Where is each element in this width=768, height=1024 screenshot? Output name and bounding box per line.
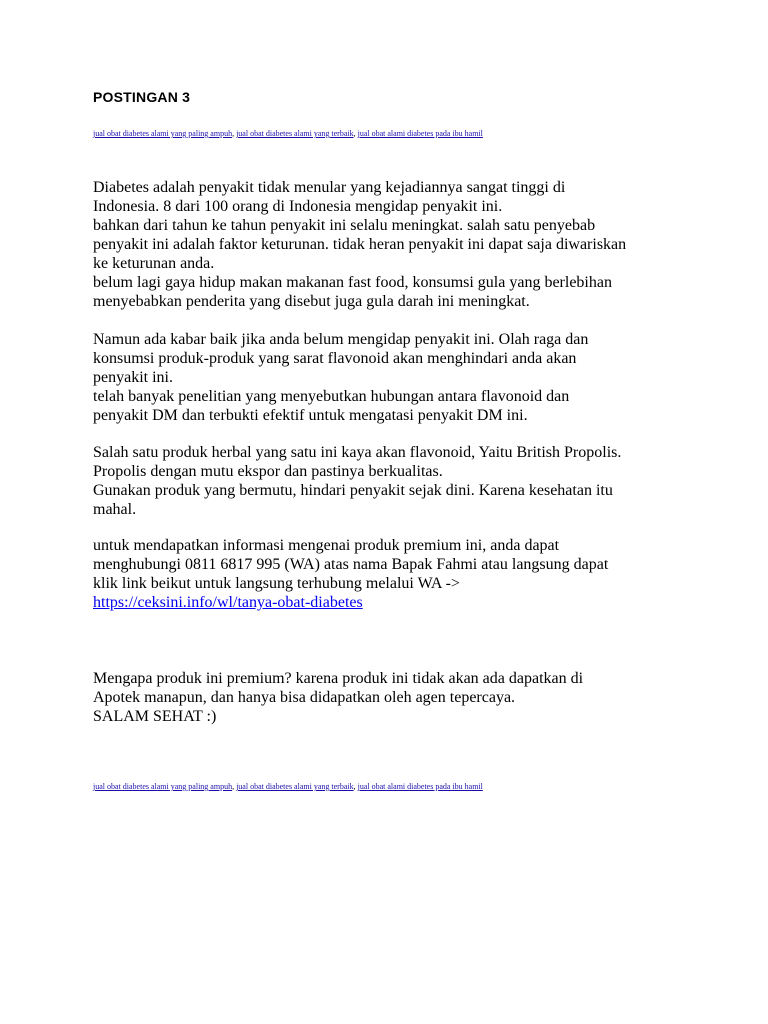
post-title: POSTINGAN 3: [93, 89, 191, 105]
tag-link-paling-ampuh[interactable]: jual obat diabetes alami yang paling ampuh: [93, 129, 233, 138]
tag-separator: ,: [232, 782, 235, 791]
text-line: telah banyak penelitian yang menyebutkan hubungan antara flavonoid dan: [93, 388, 570, 405]
text-line: Salah satu produk herbal yang satu ini kaya akan flavonoid, Yaitu British Propolis.: [93, 444, 622, 461]
text-line: bahkan dari tahun ke tahun penyakit ini selalu meningkat. salah satu penyebab: [93, 217, 596, 234]
tag-link-terbaik[interactable]: jual obat diabetes alami yang terbaik: [236, 129, 354, 138]
tag-separator: ,: [353, 129, 356, 138]
text-line: menghubungi 0811 6817 995 (WA) atas nama Bapak Fahmi atau langsung dapat: [93, 556, 609, 573]
tag-link-ibu-hamil[interactable]: jual obat alami diabetes pada ibu hamil: [357, 129, 483, 138]
text-line: Diabetes adalah penyakit tidak menular yang kejadiannya sangat tinggi di: [93, 179, 566, 196]
text-line: Gunakan produk yang bermutu, hindari penyakit sejak dini. Karena kesehatan itu: [93, 482, 613, 499]
tag-separator: ,: [353, 782, 356, 791]
tag-link-ibu-hamil[interactable]: jual obat alami diabetes pada ibu hamil: [357, 782, 483, 791]
text-line: Namun ada kabar baik jika anda belum mengidap penyakit ini. Olah raga dan: [93, 331, 589, 348]
text-line: konsumsi produk-produk yang sarat flavonoid akan menghindari anda akan: [93, 350, 577, 367]
text-line: SALAM SEHAT :): [93, 708, 217, 725]
text-line: Mengapa produk ini premium? karena produk ini tidak akan ada dapatkan di: [93, 670, 584, 687]
paragraph-intro: [93, 178, 693, 311]
paragraph-product: [93, 443, 693, 519]
text-line: mahal.: [93, 501, 137, 518]
text-line: Propolis dengan mutu ekspor dan pastinya berkualitas.: [93, 463, 443, 480]
paragraph-premium: [93, 669, 693, 726]
text-line: Indonesia. 8 dari 100 orang di Indonesia mengidap penyakit ini.: [93, 198, 503, 215]
paragraph-good-news: [93, 330, 693, 425]
text-line: penyakit ini adalah faktor keturunan. tidak heran penyakit ini dapat saja diwariskan: [93, 236, 627, 253]
tag-links-bottom: [93, 782, 483, 792]
tag-link-paling-ampuh[interactable]: jual obat diabetes alami yang paling ampuh: [93, 782, 233, 791]
text-line: Apotek manapun, dan hanya bisa didapatkan oleh agen tepercaya.: [93, 689, 516, 706]
whatsapp-link[interactable]: https://ceksini.info/wl/tanya-obat-diabetes: [93, 594, 363, 611]
tag-links-top: [93, 129, 483, 139]
text-line: klik link beikut untuk langsung terhubung melalui WA ->: [93, 575, 460, 592]
tag-separator: ,: [232, 129, 235, 138]
text-line: menyebabkan penderita yang disebut juga gula darah ini meningkat.: [93, 293, 530, 310]
paragraph-contact: [93, 536, 693, 612]
tag-link-terbaik[interactable]: jual obat diabetes alami yang terbaik: [236, 782, 354, 791]
text-line: belum lagi gaya hidup makan makanan fast food, konsumsi gula yang berlebihan: [93, 274, 612, 291]
text-line: penyakit DM dan terbukti efektif untuk mengatasi penyakit DM ini.: [93, 407, 528, 424]
text-line: ke keturunan anda.: [93, 255, 215, 272]
text-line: untuk mendapatkan informasi mengenai produk premium ini, anda dapat: [93, 537, 560, 554]
text-line: penyakit ini.: [93, 369, 173, 386]
